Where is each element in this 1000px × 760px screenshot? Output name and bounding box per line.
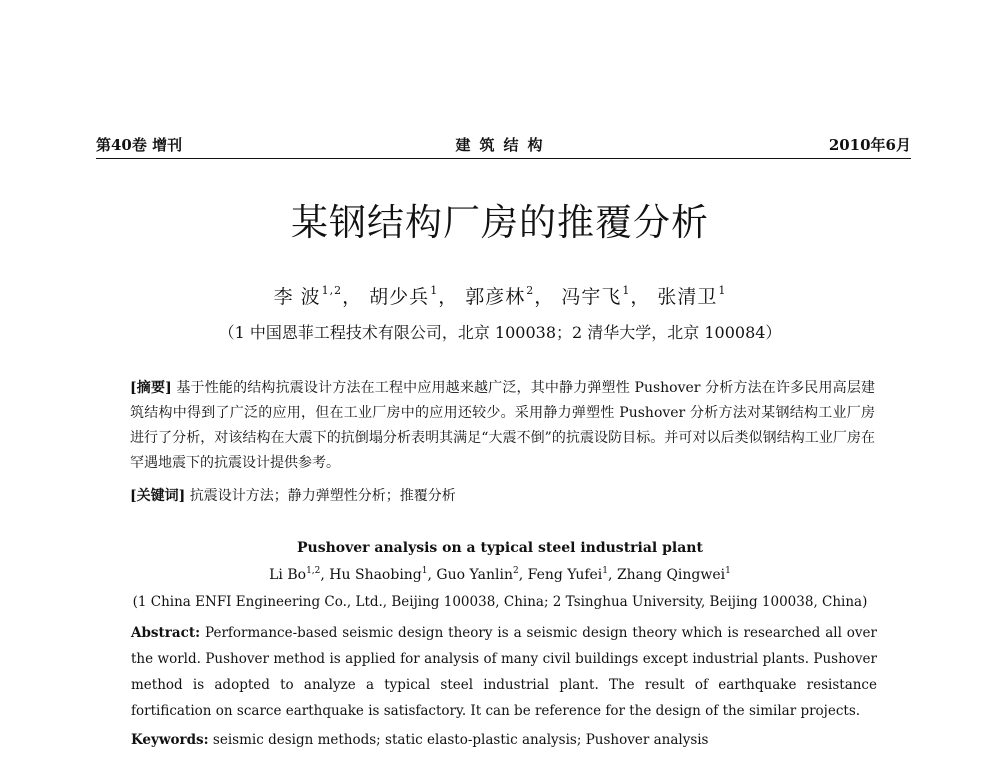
keywords-cn bbox=[130, 484, 875, 509]
keywords-en bbox=[131, 730, 877, 750]
author-cn: 郭彦林$^2$， bbox=[465, 284, 555, 308]
abstract-en bbox=[131, 620, 877, 724]
author-cn: 冯宇飞$^1$， bbox=[561, 284, 651, 308]
author-en: Feng Yufei$^1$, bbox=[527, 566, 617, 583]
keywords-cn-tag: [关键词] bbox=[130, 488, 186, 504]
author-en: Zhang Qingwei$^1$ bbox=[616, 566, 731, 583]
author-list-cn bbox=[0, 282, 1000, 309]
paper-title-cn: 某钢结构厂房的推覆分析 bbox=[291, 201, 709, 244]
keywords-en-tag: Keywords: bbox=[131, 732, 209, 748]
author-en: Hu Shaobing$^1$, bbox=[329, 566, 437, 583]
paper-title-en: Pushover analysis on a typical steel industrial plant bbox=[297, 540, 703, 556]
journal-header bbox=[96, 134, 911, 156]
abstract-en-text: Performance-based seismic design theory is a seismic design theory which is researched all over the world. Pushover method is applied for analysis of many civil buildings except industrial plants. Pushover method is adopted to analyze a typical steel industrial plant. The result of earthquake resistance fortification on scarce earthquake is satisfactory. It can be reference for the design of the similar projects. bbox=[131, 625, 877, 719]
author-list-en bbox=[0, 566, 1000, 583]
affiliation-cn: （1 中国恩菲工程技术有限公司，北京 100038；2 清华大学，北京 100084） bbox=[218, 323, 782, 342]
keywords-en-text: seismic design methods; static elasto-plastic analysis; Pushover analysis bbox=[208, 732, 709, 748]
keywords-cn-text: 抗震设计方法；静力弹塑性分析；推覆分析 bbox=[185, 488, 456, 504]
abstract-cn-tag: [摘要] bbox=[130, 380, 172, 396]
journal-name: 建筑结构 bbox=[455, 136, 552, 154]
author-en: Li Bo$^{1,2}$, bbox=[269, 566, 330, 583]
volume-issue: 第40卷 增刊 bbox=[96, 136, 183, 154]
author-cn: 胡少兵$^1$， bbox=[369, 284, 459, 308]
abstract-en-tag: Abstract: bbox=[131, 625, 201, 641]
author-cn: 张清卫$^1$ bbox=[657, 284, 727, 308]
affiliation-en: (1 China ENFI Engineering Co., Ltd., Beijing 100038, China; 2 Tsinghua University, Beijing 100038, China) bbox=[132, 594, 868, 610]
header-rule bbox=[96, 158, 911, 159]
author-en: Guo Yanlin$^2$, bbox=[436, 566, 528, 583]
abstract-cn-text: 基于性能的结构抗震设计方法在工程中应用越来越广泛，其中静力弹塑性 Pushover 分析方法在许多民用高层建筑结构中得到了广泛的应用，但在工业厂房中的应用还较少。采用静力弹塑性 Pushover 分析方法对某钢结构工业厂房进行了分析，对该结构在大震下的抗倒塌分析表明其满足“大震不倒”的抗震设防目标。并可对以后类似钢结构工业厂房在罕遇地震下的抗震设计提供参考。 bbox=[130, 380, 875, 471]
publication-date: 2010年6月 bbox=[828, 136, 911, 154]
abstract-cn bbox=[130, 376, 875, 476]
author-cn: 李 波$^{1,2}$， bbox=[273, 284, 363, 308]
